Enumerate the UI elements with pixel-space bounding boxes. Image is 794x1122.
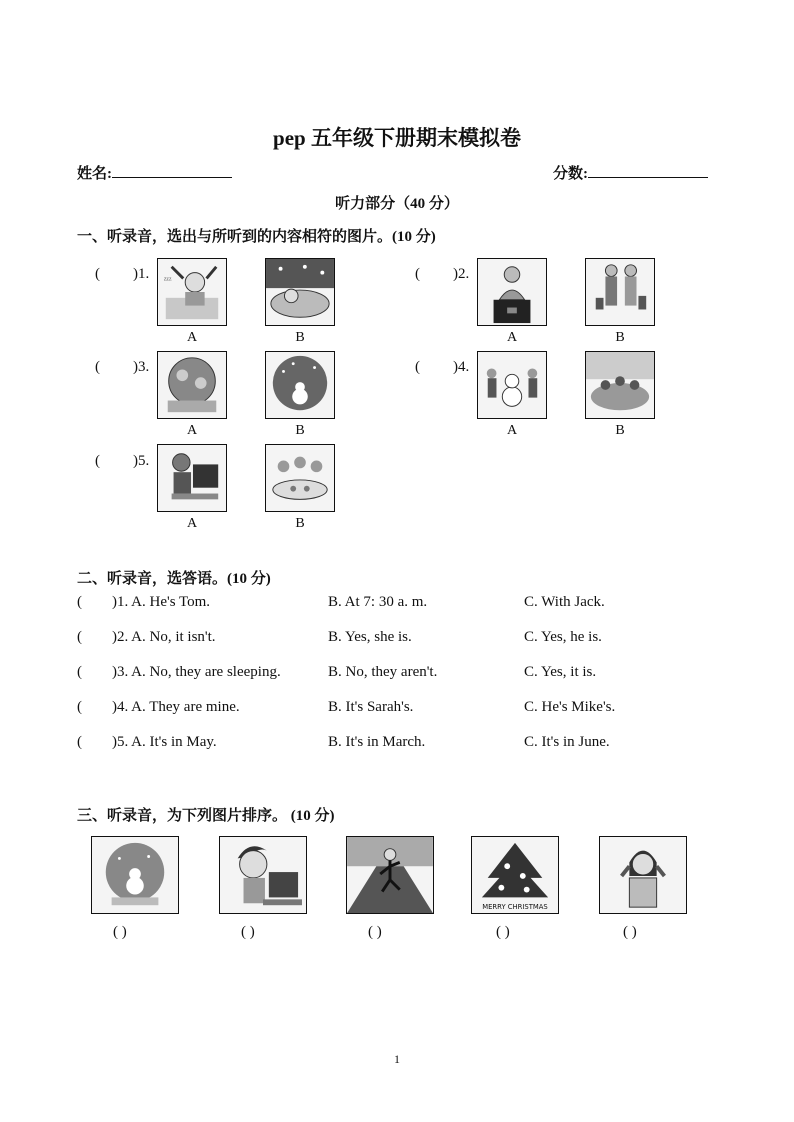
s3-blank-5[interactable]: ( ) (623, 924, 637, 940)
s2-q2-paren: ( (77, 629, 82, 645)
s2-q5-paren: ( (77, 734, 82, 750)
girl-headache-illustration (600, 837, 686, 913)
q2-picture-a[interactable] (477, 258, 547, 326)
s2-q4-paren: ( (77, 699, 82, 715)
q1-label-b: B (295, 330, 305, 345)
q4-open-paren: ( (415, 359, 420, 375)
q5-label-a: A (186, 516, 198, 531)
s2-q2-option-c: C. Yes, he is. (524, 629, 602, 645)
s2-q1-option-a: )1. A. He's Tom. (112, 594, 211, 610)
svg-text:zzz: zzz (163, 276, 172, 283)
q5-picture-a[interactable] (157, 444, 227, 512)
s3-picture-5[interactable] (599, 836, 687, 914)
q4-picture-a[interactable] (477, 351, 547, 419)
q2-open-paren: ( (415, 266, 420, 282)
q2-label-b: B (615, 330, 625, 345)
waking-up-illustration (158, 259, 226, 325)
listening-header: 听力部分（40 分） (335, 196, 459, 212)
s2-q5-option-a: )5. A. It's in May. (112, 734, 217, 750)
christmas-caption: MERRY CHRISTMAS (482, 903, 548, 912)
christmas-tree-illustration (472, 837, 558, 913)
page-title: pep 五年级下册期末模拟卷 (273, 126, 521, 150)
name-blank[interactable] (112, 163, 232, 178)
s2-q1-paren: ( (77, 594, 82, 610)
q3-picture-b[interactable] (265, 351, 335, 419)
s2-q3-option-c: C. Yes, it is. (524, 664, 597, 680)
name-label: 姓名: (77, 166, 112, 182)
s2-q4-option-b: B. It's Sarah's. (328, 699, 414, 715)
s3-blank-2[interactable]: ( ) (241, 924, 255, 940)
s3-blank-4[interactable]: ( ) (496, 924, 510, 940)
q1-number: )1. (133, 266, 150, 282)
name-field (77, 162, 232, 183)
score-label: 分数: (553, 166, 588, 182)
q5-open-paren: ( (95, 453, 100, 469)
q4-number: )4. (453, 359, 470, 375)
s2-q2-option-b: B. Yes, she is. (328, 629, 412, 645)
q4-label-a: A (506, 423, 518, 438)
q3-picture-a[interactable] (157, 351, 227, 419)
computer-user-illustration (158, 445, 226, 511)
q1-picture-a[interactable] (157, 258, 227, 326)
q3-label-a: A (186, 423, 198, 438)
q2-number: )2. (453, 266, 470, 282)
section1-heading: 一、听录音，选出与所听到的内容相符的图片。(10 分) (77, 229, 436, 245)
s2-q1-option-c: C. With Jack. (524, 594, 605, 610)
s3-picture-3[interactable] (346, 836, 434, 914)
picnic-illustration (586, 352, 654, 418)
running-race-illustration (347, 837, 433, 913)
s2-q1-option-b: B. At 7: 30 a. m. (328, 594, 428, 610)
boy-computer-illustration (220, 837, 306, 913)
q5-picture-b[interactable] (265, 444, 335, 512)
s2-q3-paren: ( (77, 664, 82, 680)
s2-q5-option-b: B. It's in March. (328, 734, 426, 750)
section2-heading: 二、听录音，选答语。(10 分) (77, 571, 271, 587)
section3-heading: 三、听录音，为下列图片排序。 (10 分) (77, 808, 335, 824)
s3-picture-2[interactable] (219, 836, 307, 914)
snowman-kids-illustration (478, 352, 546, 418)
s3-picture-1[interactable] (91, 836, 179, 914)
sleeping-illustration (266, 259, 334, 325)
s2-q3-option-a: )3. A. No, they are sleeping. (112, 664, 281, 680)
shopping-illustration (586, 259, 654, 325)
s2-q4-option-a: )4. A. They are mine. (112, 699, 240, 715)
q1-label-a: A (186, 330, 198, 345)
s3-blank-3[interactable]: ( ) (368, 924, 382, 940)
s2-q3-option-b: B. No, they aren't. (328, 664, 438, 680)
score-field (553, 162, 708, 183)
q4-label-b: B (615, 423, 625, 438)
s3-blank-1[interactable]: ( ) (113, 924, 127, 940)
autumn-tree-illustration (158, 352, 226, 418)
s2-q5-option-c: C. It's in June. (524, 734, 610, 750)
q1-open-paren: ( (95, 266, 100, 282)
s2-q4-option-c: C. He's Mike's. (524, 699, 616, 715)
q3-label-b: B (295, 423, 305, 438)
q4-picture-b[interactable] (585, 351, 655, 419)
q1-picture-b[interactable] (265, 258, 335, 326)
s2-q2-option-a: )2. A. No, it isn't. (112, 629, 216, 645)
snow-globe-illustration (92, 837, 178, 913)
score-blank[interactable] (588, 163, 708, 178)
watching-tv-illustration (478, 259, 546, 325)
winter-snow-illustration (266, 352, 334, 418)
s3-picture-4[interactable] (471, 836, 559, 914)
q3-number: )3. (133, 359, 150, 375)
q3-open-paren: ( (95, 359, 100, 375)
q2-picture-b[interactable] (585, 258, 655, 326)
family-dinner-illustration (266, 445, 334, 511)
q5-number: )5. (133, 453, 150, 469)
q2-label-a: A (506, 330, 518, 345)
q5-label-b: B (295, 516, 305, 531)
page-number: 1 (394, 1052, 400, 1066)
